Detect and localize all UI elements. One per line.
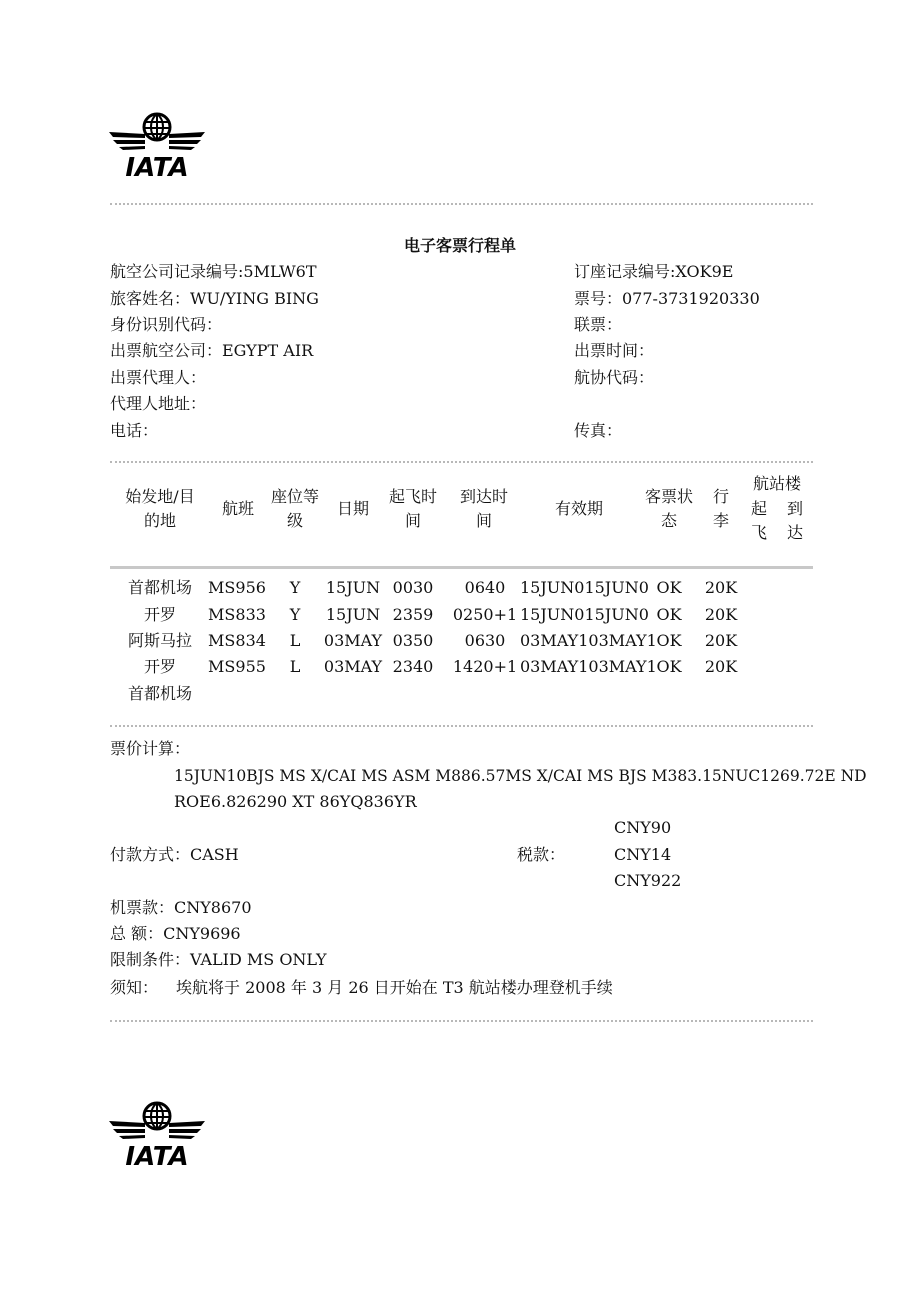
divider [110, 1020, 813, 1022]
tax-item: CNY14 [614, 845, 672, 864]
conjunction-ticket: 联票： [574, 315, 623, 334]
iata-logo-text: IATA [125, 153, 189, 178]
cell-place: 阿斯马拉 [127, 631, 192, 650]
iata-logo-top [109, 112, 205, 178]
cell-class: Y [289, 578, 301, 597]
restriction: 限制条件：VALID MS ONLY [110, 950, 327, 969]
airline-record-number: 航空公司记录编号:5MLW6T [110, 262, 317, 281]
divider [110, 461, 813, 463]
passenger-name: 旅客姓名：WU/YING BING [110, 289, 319, 308]
tax-label: 税款： [517, 845, 566, 864]
cell-status: OK [656, 605, 682, 624]
tax-item: CNY90 [614, 818, 672, 837]
cell-arrival: 0640 [464, 578, 506, 597]
cell-class: L [289, 631, 301, 650]
iata-code: 航协代码： [574, 368, 655, 387]
cell-baggage: 20K [704, 631, 738, 650]
iata-logo-bottom [109, 1101, 205, 1167]
header-ticket-status: 客票状 态 [644, 487, 693, 530]
cell-flight: MS956 [208, 578, 266, 597]
header-terminal-departure: 起 飞 [750, 499, 767, 542]
issuing-airline: 出票航空公司：EGYPT AIR [110, 341, 314, 360]
header-date: 日期 [336, 499, 369, 518]
header-baggage: 行 李 [712, 487, 729, 530]
cell-departure: 2340 [392, 657, 434, 676]
ticket-number: 票号：077-3731920330 [574, 289, 760, 308]
cell-class: L [289, 657, 301, 676]
table-header-divider [110, 566, 813, 569]
cell-departure: 0350 [392, 631, 434, 650]
cell-flight: MS834 [208, 631, 266, 650]
header-terminal-arrival: 到 达 [786, 499, 803, 542]
cell-arrival: 0630 [464, 631, 506, 650]
divider [110, 725, 813, 727]
header-origin-destination: 始发地/目 的地 [125, 487, 195, 530]
fax: 传真： [574, 421, 623, 440]
header-seat-class: 座位等 级 [270, 487, 319, 530]
cell-place: 开罗 [143, 657, 176, 676]
phone: 电话： [110, 421, 159, 440]
notice-label: 须知： [110, 978, 159, 997]
notice-text: 埃航将于 2008 年 3 月 26 日开始在 T3 航站楼办理登机手续 [176, 978, 613, 997]
booking-record-number: 订座记录编号:XOK9E [574, 262, 734, 281]
cell-status: OK [656, 578, 682, 597]
issue-time: 出票时间： [574, 341, 655, 360]
cell-arrival: 1420+1 [452, 657, 518, 676]
cell-validity: 15JUN015JUN0 [520, 578, 649, 597]
header-departure-time: 起飞时 间 [388, 487, 437, 530]
cell-arrival: 0250+1 [452, 605, 518, 624]
payment-method: 付款方式：CASH [110, 845, 239, 864]
fare-calculation-label: 票价计算： [110, 739, 191, 758]
cell-baggage: 20K [704, 657, 738, 676]
header-validity: 有效期 [554, 499, 603, 518]
cell-departure: 0030 [392, 578, 434, 597]
cell-status: OK [656, 631, 682, 650]
cell-place: 首都机场 [127, 684, 192, 703]
cell-departure: 2359 [392, 605, 434, 624]
fare-calculation-line1: 15JUN10BJS MS X/CAI MS ASM M886.57MS X/CAI MS BJS M383.15NUC1269.72E ND [174, 767, 867, 785]
cell-status: OK [656, 657, 682, 676]
cell-validity: 03MAY103MAY1 [520, 657, 657, 676]
cell-date: 03MAY [323, 631, 383, 650]
cell-date: 15JUN [325, 578, 381, 597]
agent-address: 代理人地址： [110, 394, 207, 413]
cell-validity: 03MAY103MAY1 [520, 631, 657, 650]
cell-baggage: 20K [704, 578, 738, 597]
iata-logo-text: IATA [125, 1142, 189, 1167]
header-terminal: 航站楼 [752, 474, 801, 493]
tax-item: CNY922 [614, 871, 682, 890]
cell-flight: MS955 [208, 657, 266, 676]
cell-validity: 15JUN015JUN0 [520, 605, 649, 624]
cell-date: 15JUN [325, 605, 381, 624]
cell-class: Y [289, 605, 301, 624]
total-amount: 总 额：CNY9696 [110, 924, 241, 943]
issuing-agent: 出票代理人： [110, 368, 207, 387]
page-title: 电子客票行程单 [403, 236, 516, 255]
cell-place: 首都机场 [127, 578, 192, 597]
id-code: 身份识别代码： [110, 315, 223, 334]
cell-place: 开罗 [143, 605, 176, 624]
header-arrival-time: 到达时 间 [459, 487, 508, 530]
divider [110, 203, 813, 205]
fare-calculation-line2: ROE6.826290 XT 86YQ836YR [174, 792, 417, 811]
cell-flight: MS833 [208, 605, 266, 624]
cell-baggage: 20K [704, 605, 738, 624]
ticket-fare: 机票款：CNY8670 [110, 898, 252, 917]
cell-date: 03MAY [323, 657, 383, 676]
header-flight: 航班 [221, 499, 254, 518]
